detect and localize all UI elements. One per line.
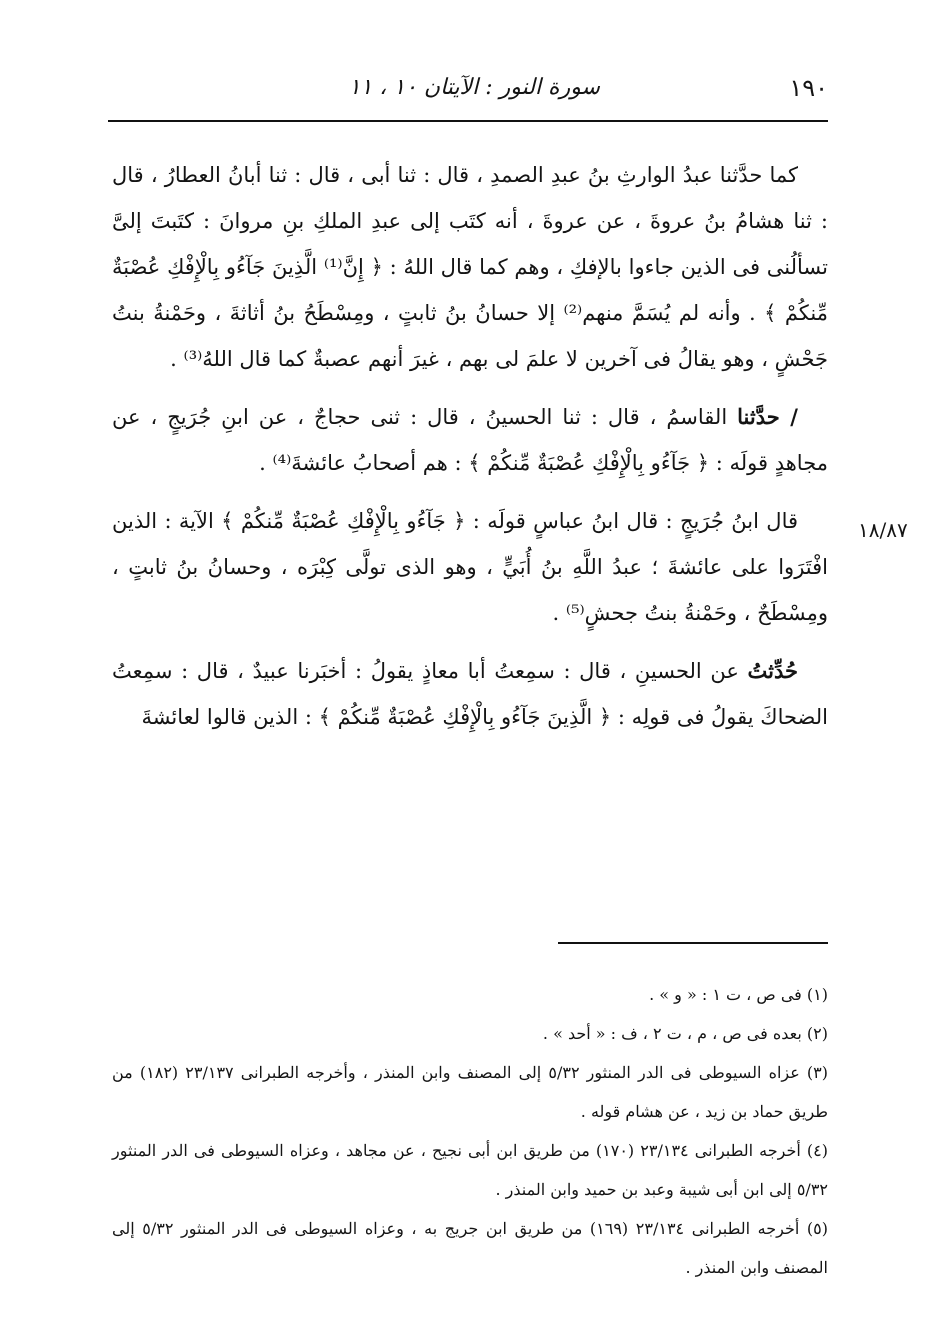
paragraph-2 [112, 394, 828, 486]
paragraph-3-text: قال ابنُ جُرَيجٍ : قال ابنُ عباسٍ قولَه : ﴿ جَآءُو بِالْإِفْكِ عُصْبَةٌ مِّنكُمْ ﴾ الآية : الذين افْتَرَوا على عائشةَ ؛ عبدُ اللَّهِ بنُ أُبَيٍّ ، وهو الذى تولَّى كِبْرَه ، وحسانُ بنُ ثابتٍ ، ومِسْطَحٌ ، وحَمْنةُ بنتُ جحشٍ⁽⁵⁾ . [112, 509, 828, 625]
paragraph-3 [112, 498, 828, 636]
footnote-3: (٣) عزاه السيوطى فى الدر المنثور ٥/٣٢ إلى المصنف وابن المنذر ، وأخرجه الطبرانى ٢٣/١٣٧ (١٨٢) من طريق حماد بن زيد ، عن هشام قوله . [112, 1063, 828, 1121]
page-header [108, 70, 828, 110]
margin-page-reference: ١٨/٨٧ [858, 518, 908, 542]
paragraph-1-text: كما حدَّثنا عبدُ الوارثِ بنُ عبدِ الصمدِ ، قال : ثنا أبى ، قال : ثنا أبانُ العطارُ ، قال : ثنا هشامُ بنُ عروةَ ، عن عروةَ ، أنه كتَب إلى عبدِ الملكِ بنِ مروانَ : كتَبتَ إلىَّ تسألُنى فى الذين جاءوا بالإفكِ ، وهم كما قال اللهُ : ﴿ إِنَّ⁽¹⁾ الَّذِينَ جَآءُو بِالْإِفْكِ عُصْبَةٌ مِّنكُمْ ﴾ . وأنه لم يُسَمَّ منهم⁽²⁾ إلا حسانُ بنُ ثابتٍ ، ومِسْطَحُ بنُ أثاثةَ ، وحَمْنةُ بنتُ جَحْشٍ ، وهو يقالُ فى آخرين لا علمَ لى بهم ، غيرَ أنهم عصبةٌ كما قال اللهُ⁽³⁾ . [112, 163, 828, 371]
paragraph-2-lead: / حدَّثنا [737, 404, 798, 429]
body-text [112, 152, 828, 752]
footnote-2: (٢) بعده فى ص ، م ، ت ٢ ، ف : « أحد » . [542, 1024, 828, 1043]
footnote-rule [558, 942, 828, 944]
paragraph-4 [112, 648, 828, 740]
footnote-1: (١) فى ص ، ت ١ : « و » . [649, 985, 828, 1004]
running-title: سورة النور : الآيتان ١٠ ، ١١ [348, 75, 600, 100]
footnotes [112, 975, 828, 1287]
header-rule [108, 120, 828, 122]
footnote-5: (٥) أخرجه الطبرانى ٢٣/١٣٤ (١٦٩) من طريق ابن جريج به ، وعزاه السيوطى فى الدر المنثور ٥/٣٢ إلى المصنف وابن المنذر . [112, 1219, 829, 1277]
paragraph-4-lead: حُدِّثتُ [747, 658, 798, 683]
footnote-4: (٤) أخرجه الطبرانى ٢٣/١٣٤ (١٧٠) من طريق ابن أبى نجيح ، عن مجاهد ، وعزاه السيوطى فى الدر المنثور ٥/٣٢ إلى ابن أبى شيبة وعبد بن حميد وابن المنذر . [112, 1141, 829, 1199]
paragraph-4-text: عن الحسينِ ، قال : سمِعتُ أبا معاذٍ يقولُ : أخبَرنا عبيدٌ ، قال : سمِعتُ الضحاكَ يقولُ فى قولِه : ﴿ الَّذِينَ جَآءُو بِالْإِفْكِ عُصْبَةٌ مِّنكُمْ ﴾ : الذين قالوا لعائشةَ [112, 659, 828, 729]
page-number: ١٩٠ [789, 74, 828, 102]
paragraph-1 [112, 152, 828, 382]
paragraph-2-text: القاسمُ ، قال : ثنا الحسينُ ، قال : ثنى حجاجٌ ، عن ابنِ جُرَيجٍ ، عن مجاهدٍ قولَه : ﴿ جَآءُو بِالْإِفْكِ عُصْبَةٌ مِّنكُمْ ﴾ : هم أصحابُ عائشةَ⁽⁴⁾ . [112, 405, 828, 475]
